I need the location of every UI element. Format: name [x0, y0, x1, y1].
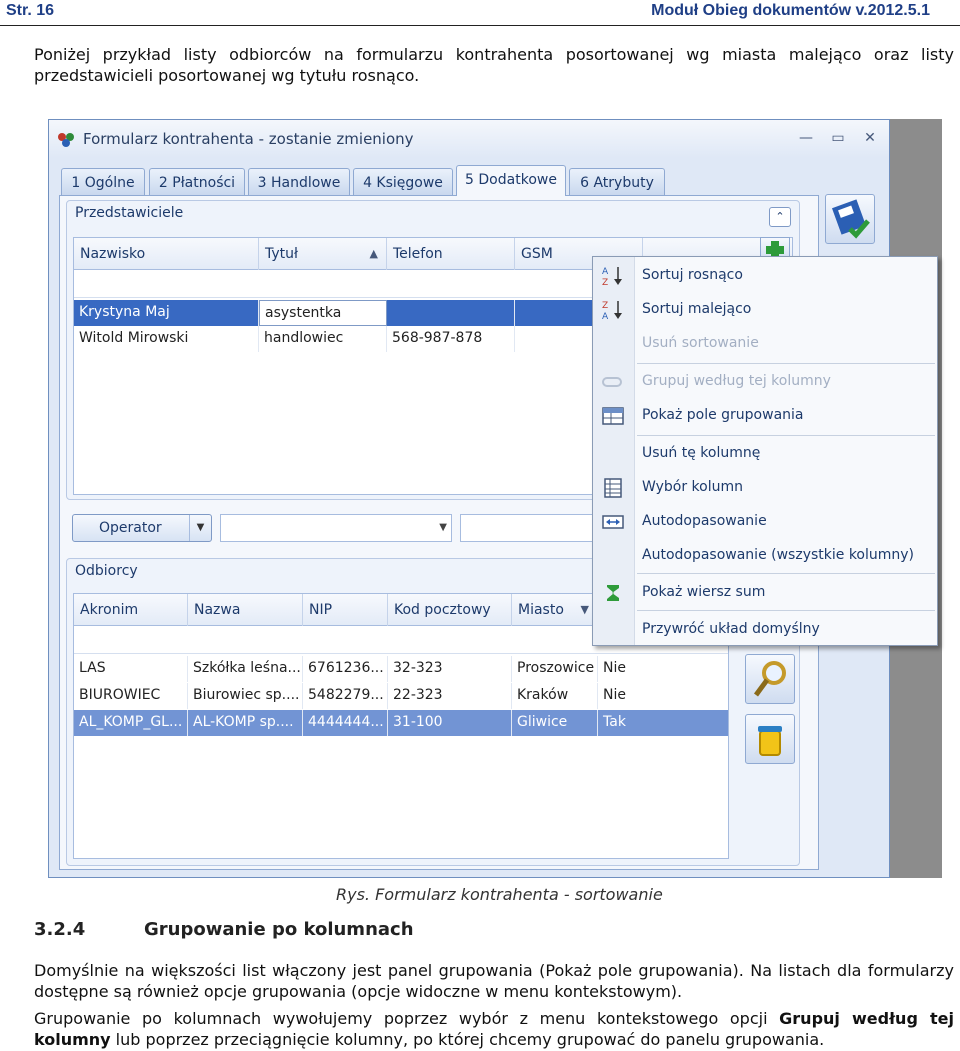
- cell-extra: Nie: [598, 656, 729, 682]
- menu-item-label: Sortuj malejąco: [642, 301, 752, 317]
- collapse-icon[interactable]: ⌃: [769, 207, 791, 227]
- body2-text-start: Grupowanie po kolumnach wywołujemy poprzez wybór z menu kontekstowego opcji: [34, 1009, 780, 1028]
- recipients-label: Odbiorcy: [75, 563, 138, 579]
- column-header-nazwisko[interactable]: Nazwisko: [74, 238, 259, 270]
- cell-telefon: [387, 300, 515, 326]
- body-paragraph-2: [34, 1008, 954, 1050]
- column-header-telefon[interactable]: Telefon: [387, 238, 515, 270]
- menu-item-label: Pokaż pole grupowania: [642, 407, 804, 423]
- tab-ksiegowe[interactable]: 4 Księgowe: [353, 168, 453, 195]
- chevron-down-icon: ▼: [439, 522, 447, 533]
- window-title: Formularz kontrahenta - zostanie zmieniony: [83, 130, 414, 148]
- column-header-tytul[interactable]: [259, 238, 387, 270]
- menu-item-label: Autodopasowanie: [642, 513, 767, 529]
- cell-nip: 4444444...: [303, 710, 388, 736]
- svg-text:Z: Z: [602, 278, 609, 287]
- cell-telefon: 568-987-878: [387, 326, 515, 352]
- menu-separator: [637, 363, 935, 364]
- svg-text:A: A: [602, 312, 609, 321]
- sum-icon: [601, 582, 625, 604]
- cell-akronim: BIUROWIEC: [74, 683, 188, 709]
- operator-field[interactable]: [460, 514, 600, 542]
- menu-item-label: Sortuj rosnąco: [642, 267, 743, 283]
- menu-separator: [637, 610, 935, 611]
- save-button[interactable]: [825, 194, 875, 244]
- sort-descending-icon: [601, 299, 625, 321]
- cell-miasto: Proszowice: [512, 656, 598, 682]
- page-number: Str. 16: [6, 2, 55, 19]
- cell-nip: 5482279...: [303, 683, 388, 709]
- group-panel-icon: [601, 405, 625, 427]
- menu-item-label: Grupuj według tej kolumny: [642, 373, 831, 389]
- menu-item-label: Przywróć układ domyślny: [642, 621, 820, 637]
- intro-paragraph: Poniżej przykład listy odbiorców na formularzu kontrahenta posortowanej wg miasta malejąco oraz listy przedstawicieli posortowanej wg tytułu rosnąco.: [34, 45, 954, 85]
- cell-extra: Nie: [598, 683, 729, 709]
- section-heading: [34, 919, 414, 940]
- cell-akronim: LAS: [74, 656, 188, 682]
- tab-handlowe[interactable]: 3 Handlowe: [248, 168, 350, 195]
- figure-caption: Rys. Formularz kontrahenta - sortowanie: [336, 885, 663, 904]
- menu-item-label: Usuń tę kolumnę: [642, 445, 761, 461]
- menu-item-show-sum-row[interactable]: [593, 578, 937, 608]
- menu-item-label: Pokaż wiersz sum: [642, 584, 766, 600]
- body2-bold-option: Grupuj według tej kolumny: [34, 1009, 954, 1049]
- tab-ogolne[interactable]: 1 Ogólne: [61, 168, 145, 195]
- column-header-kod-pocztowy[interactable]: Kod pocztowy: [388, 594, 512, 626]
- operator-label: Operator: [99, 520, 162, 536]
- column-header-nazwa[interactable]: Nazwa: [188, 594, 303, 626]
- cell-extra: Tak: [598, 710, 729, 736]
- close-icon[interactable]: ✕: [864, 130, 876, 146]
- menu-item-sort-ascending[interactable]: [593, 261, 937, 291]
- menu-item-label: Wybór kolumn: [642, 479, 743, 495]
- cell-tytul[interactable]: asystentka: [259, 300, 387, 326]
- tab-platnosci[interactable]: 2 Płatności: [149, 168, 245, 195]
- table-row[interactable]: [74, 656, 729, 682]
- cell-nazwa: AL-KOMP sp....: [188, 710, 303, 736]
- tab-dodatkowe[interactable]: 5 Dodatkowe: [456, 165, 566, 196]
- menu-item-sort-descending[interactable]: [593, 295, 937, 325]
- column-header-nip[interactable]: NIP: [303, 594, 388, 626]
- trash-icon: [746, 715, 794, 763]
- body2-text-end: lub poprzez przeciągnięcie kolumny, po której chcemy grupować do panelu grupowania.: [110, 1030, 825, 1049]
- svg-text:Z: Z: [602, 301, 609, 311]
- menu-item-remove-column[interactable]: [593, 439, 937, 469]
- cell-nip: 6761236...: [303, 656, 388, 682]
- operator-dropdown[interactable]: [72, 514, 212, 542]
- menu-separator: [637, 573, 935, 574]
- menu-item-autofit[interactable]: [593, 507, 937, 537]
- window-titlebar: [49, 120, 889, 158]
- column-header-label: Tytuł: [265, 246, 298, 262]
- menu-item-autofit-all[interactable]: [593, 541, 937, 571]
- menu-item-show-group-panel[interactable]: [593, 401, 937, 431]
- magnifier-icon: [746, 655, 794, 703]
- app-logo-icon: [57, 132, 77, 148]
- chevron-down-icon: ▼: [189, 515, 211, 541]
- menu-item-remove-sorting[interactable]: [593, 329, 937, 359]
- column-context-menu: [592, 256, 938, 646]
- cell-nazwa: Szkółka leśna...: [188, 656, 303, 682]
- sort-up-icon: ▲: [369, 247, 378, 260]
- autofit-icon: [601, 511, 625, 533]
- column-header-miasto[interactable]: [512, 594, 598, 626]
- sort-ascending-icon: [601, 265, 625, 287]
- table-row[interactable]: [74, 710, 729, 736]
- section-number: 3.2.4: [34, 919, 86, 940]
- cell-nazwisko: Witold Mirowski: [74, 326, 259, 352]
- cell-nazwa: Biurowiec sp....: [188, 683, 303, 709]
- menu-item-label: Autodopasowanie (wszystkie kolumny): [642, 547, 915, 563]
- cell-kod-pocztowy: 22-323: [388, 683, 512, 709]
- group-by-icon: [601, 371, 625, 393]
- delete-button[interactable]: [745, 714, 795, 764]
- menu-item-group-by-column[interactable]: [593, 367, 937, 397]
- column-chooser-icon: [601, 477, 625, 499]
- menu-separator: [637, 435, 935, 436]
- menu-item-label: Usuń sortowanie: [642, 335, 759, 351]
- column-header-akronim[interactable]: Akronim: [74, 594, 188, 626]
- tab-atrybuty[interactable]: 6 Atrybuty: [569, 168, 665, 195]
- column-header-gsm[interactable]: GSM: [515, 238, 643, 270]
- search-button[interactable]: [745, 654, 795, 704]
- cell-kod-pocztowy: 32-323: [388, 656, 512, 682]
- menu-item-column-chooser[interactable]: [593, 473, 937, 503]
- sort-down-icon: ▼: [580, 603, 589, 616]
- cell-nazwisko: Krystyna Maj: [74, 300, 259, 326]
- representatives-label: Przedstawiciele: [75, 205, 184, 221]
- cell-tytul: handlowiec: [259, 326, 387, 352]
- cell-miasto: Kraków: [512, 683, 598, 709]
- cell-miasto: Gliwice: [512, 710, 598, 736]
- column-header-label: Miasto: [518, 602, 564, 618]
- menu-item-restore-default-layout[interactable]: [593, 615, 937, 645]
- section-title: Grupowanie po kolumnach: [144, 919, 414, 940]
- page-header: [0, 0, 960, 26]
- maximize-icon[interactable]: ▭: [831, 130, 845, 146]
- module-title: Moduł Obieg dokumentów v.2012.5.1: [651, 2, 930, 19]
- cell-akronim: AL_KOMP_GL...: [74, 710, 188, 736]
- operator-select[interactable]: [220, 514, 452, 542]
- body-paragraph-1: Domyślnie na większości list włączony jest panel grupowania (Pokaż pole grupowania). Na listach dla formularzy dostępne są również opcje grupowania (opcje widoczne w menu kontekstowym).: [34, 961, 954, 1001]
- table-row[interactable]: [74, 683, 729, 709]
- cell-kod-pocztowy: 31-100: [388, 710, 512, 736]
- save-icon: [826, 195, 874, 243]
- svg-text:A: A: [602, 267, 609, 277]
- minimize-icon[interactable]: —: [799, 130, 813, 146]
